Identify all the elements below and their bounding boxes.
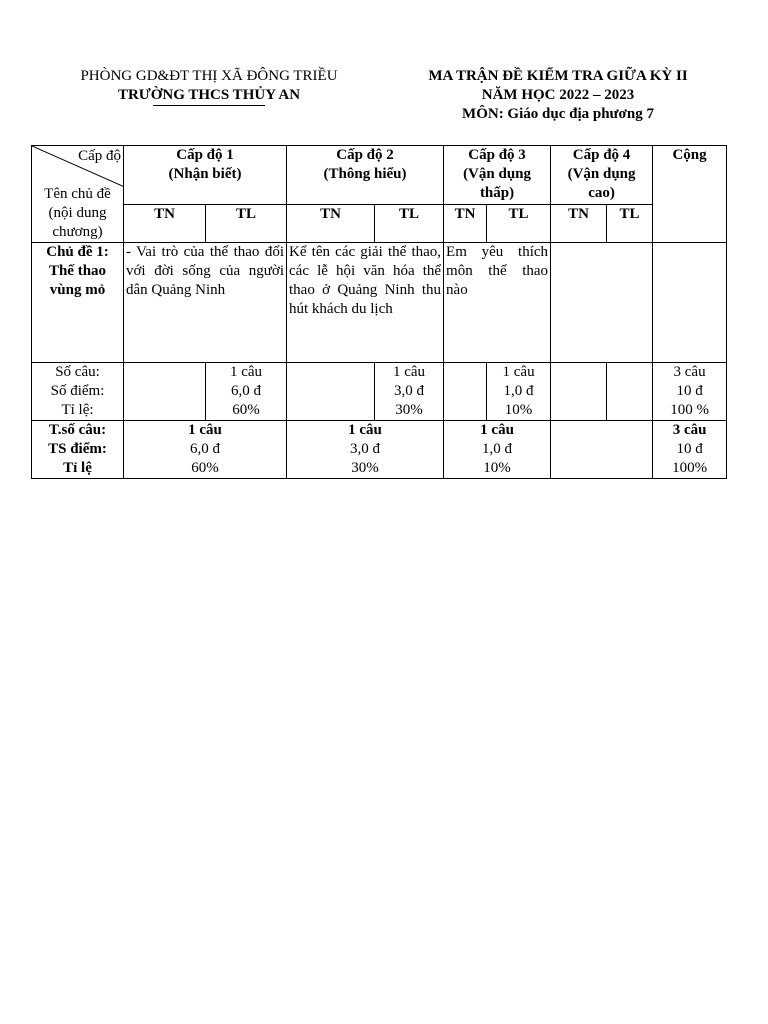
- corner-cell: [32, 146, 124, 243]
- stat-value: 30%: [395, 402, 423, 418]
- level2-tl-stats: [375, 363, 444, 421]
- document-header: [0, 67, 768, 137]
- stat-value: 10 đ: [676, 383, 703, 399]
- total-label: Tỉ lệ: [63, 460, 92, 476]
- total-value: 1,0 đ: [482, 441, 513, 457]
- level2-tn-stats: [287, 363, 375, 421]
- stat-value: 100 %: [670, 402, 709, 418]
- level2-header: [287, 146, 444, 205]
- total-label: T.số câu:: [48, 422, 107, 438]
- tl-header: TL: [607, 205, 653, 243]
- level3-header: [444, 146, 551, 205]
- level4-content: [551, 243, 653, 363]
- exam-title: MA TRẬN ĐỀ KIỂM TRA GIỮA KỲ II: [428, 68, 688, 84]
- tl-header: TL: [206, 205, 287, 243]
- level-subtitle: (Vận dụng: [567, 166, 636, 182]
- total-value: 1 câu: [480, 422, 514, 438]
- level1-tl-stats: [206, 363, 287, 421]
- total-value: 1 câu: [188, 422, 222, 438]
- level3-content: Em yêu thích môn thể thao nào: [444, 243, 551, 363]
- level2-content: Kể tên các giải thể thao, các lễ hội văn hóa thể thao ở Quảng Ninh thu hút khách du lịch: [287, 243, 444, 363]
- level-header-row: [32, 146, 727, 205]
- level-subtitle: (Vận dụng: [463, 166, 532, 182]
- stats-labels: [32, 363, 124, 421]
- department-name: PHÒNG GD&ĐT THỊ XÃ ĐÔNG TRIỀU: [80, 68, 338, 84]
- stat-value: 3,0 đ: [394, 383, 425, 399]
- total-value: 10%: [483, 460, 511, 476]
- totals-labels: [32, 421, 124, 479]
- total-value: 60%: [191, 460, 219, 476]
- grand-total: [653, 421, 727, 479]
- total-value: 10 đ: [676, 441, 703, 457]
- corner-topic-line: Tên chủ đề: [44, 186, 111, 202]
- school-name: TRƯỜNG THCS THỦY AN: [117, 87, 301, 103]
- stat-value: 6,0 đ: [231, 383, 261, 399]
- stat-value: 1 câu: [229, 364, 263, 380]
- total-value: 6,0 đ: [190, 441, 220, 457]
- topic-total-stats: [653, 363, 727, 421]
- level-title: Cấp độ 1: [176, 147, 234, 163]
- stat-label: Số điểm:: [50, 383, 105, 399]
- school-info: [48, 67, 370, 106]
- level3-tl-stats: [487, 363, 551, 421]
- total-value: 100%: [672, 460, 708, 476]
- level-title: Cấp độ 2: [336, 147, 394, 163]
- tn-header: TN: [124, 205, 206, 243]
- topic-name: [32, 243, 124, 363]
- corner-topic-line: (nội dung: [48, 205, 107, 221]
- topic-line: Thế thao: [48, 263, 107, 279]
- subject: MÔN: Giáo dục địa phương 7: [462, 106, 654, 122]
- stat-value: 60%: [232, 402, 260, 418]
- level-title: Cấp độ 4: [572, 147, 631, 163]
- total-header: Cộng: [653, 146, 727, 243]
- corner-topic-line: chương): [52, 224, 103, 240]
- level3-tn-stats: [444, 363, 487, 421]
- stat-value: 1 câu: [392, 364, 426, 380]
- tn-header: TN: [444, 205, 487, 243]
- stat-label: Tỉ lệ:: [61, 402, 94, 418]
- level4-totals: [551, 421, 653, 479]
- level-subtitle: cao): [588, 185, 615, 201]
- level1-content: - Vai trò của thể thao đối với đời sống của người dân Quảng Ninh: [124, 243, 287, 363]
- level-subtitle: (Thông hiểu): [323, 166, 407, 182]
- corner-topic-label: [32, 185, 123, 242]
- topic-stats-row: [32, 363, 727, 421]
- stat-value: 1,0 đ: [503, 383, 534, 399]
- level1-totals: [124, 421, 287, 479]
- total-label: TS điểm:: [48, 441, 107, 457]
- level1-header: [124, 146, 287, 205]
- level4-tn-stats: [551, 363, 607, 421]
- header-underline: [153, 105, 265, 106]
- tn-tl-header-row: [32, 205, 727, 243]
- exam-matrix-table: [31, 145, 727, 479]
- topic-line: Chủ đề 1:: [46, 244, 109, 260]
- level4-header: [551, 146, 653, 205]
- stat-label: Số câu:: [55, 364, 100, 380]
- stat-value: 10%: [504, 402, 533, 418]
- exam-info: [398, 67, 718, 124]
- total-value: 3,0 đ: [350, 441, 381, 457]
- level2-totals: [287, 421, 444, 479]
- stat-value: 1 câu: [502, 364, 535, 380]
- totals-row: [32, 421, 727, 479]
- tl-header: TL: [487, 205, 551, 243]
- tn-header: TN: [551, 205, 607, 243]
- total-value: 1 câu: [348, 422, 382, 438]
- tl-header: TL: [375, 205, 444, 243]
- total-value: 3 câu: [672, 422, 707, 438]
- total-content: [653, 243, 727, 363]
- level3-totals: [444, 421, 551, 479]
- level-subtitle: thấp): [479, 185, 515, 201]
- total-value: 30%: [351, 460, 379, 476]
- tn-header: TN: [287, 205, 375, 243]
- level-title: Cấp độ 3: [468, 147, 526, 163]
- level4-tl-stats: [607, 363, 653, 421]
- level1-tn-stats: [124, 363, 206, 421]
- corner-level-label: Cấp độ: [78, 148, 121, 164]
- topic-line: vùng mỏ: [49, 282, 106, 298]
- level-subtitle: (Nhận biết): [168, 166, 242, 182]
- topic-content-row: [32, 243, 727, 363]
- stat-value: 3 câu: [673, 364, 706, 380]
- school-year: NĂM HỌC 2022 – 2023: [481, 87, 635, 103]
